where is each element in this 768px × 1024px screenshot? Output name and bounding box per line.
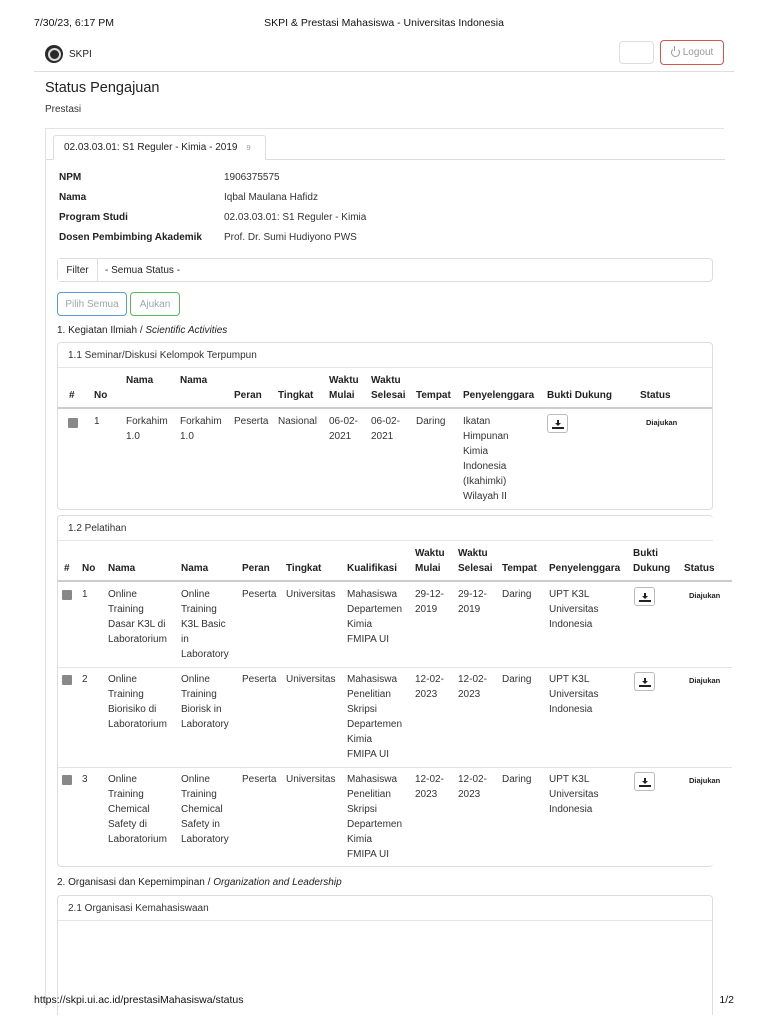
th-waktu-selesai-2: Selesai (458, 563, 493, 574)
cell-penyelenggara: UPT K3L Universitas Indonesia (549, 674, 599, 715)
th-bukti-2: Dukung (633, 563, 671, 574)
cell-tempat: Daring (502, 774, 532, 785)
section-title-text: 1. Kegiatan Ilmiah / (57, 325, 146, 336)
th-waktu-selesai-1: Waktu (458, 548, 488, 559)
tab-count: 9 (246, 143, 251, 152)
cell-nama-en: Online Training K3L Basic in Laboratory (181, 589, 229, 660)
cell-kualifikasi: Mahasiswa Penelitian Skripsi Departemen Kimia FMIPA UI (347, 674, 403, 760)
brand[interactable] (45, 45, 92, 63)
print-url: https://skpi.ui.ac.id/prestasiMahasiswa/status (34, 994, 244, 1006)
cell-waktu-selesai: 06-02- 2021 (371, 416, 400, 442)
th-status: Status (640, 390, 671, 401)
th-tempat: Tempat (416, 390, 451, 401)
cell-waktu-mulai: 06-02- 2021 (329, 416, 358, 442)
cell-penyelenggara: UPT K3L Universitas Indonesia (549, 774, 599, 815)
status-badge: Diajukan (689, 591, 721, 600)
cell-nama-en: Online Training Chemical Safety in Laboratory (181, 774, 229, 845)
cell-nama-en: Forkahim 1.0 (180, 416, 222, 442)
th-hash: # (64, 563, 70, 574)
table-header-divider (58, 407, 712, 409)
navbar (34, 38, 734, 72)
th-bukti-dukung: Bukti Dukung (547, 390, 612, 401)
cell-kualifikasi: Mahasiswa Departemen Kimia FMIPA UI (347, 589, 403, 645)
page-title: Status Pengajuan (45, 80, 160, 96)
th-waktu-mulai-1: Waktu (415, 548, 445, 559)
th-nama-en: Nama (181, 563, 209, 574)
th-nama: Nama (108, 563, 136, 574)
cell-tempat: Daring (502, 674, 532, 685)
section-title-organization (57, 877, 342, 888)
tab-label: 02.03.03.01: S1 Reguler - Kimia - 2019 (64, 142, 238, 153)
cell-penyelenggara: UPT K3L Universitas Indonesia (549, 589, 599, 630)
download-tray-icon (639, 785, 651, 787)
th-bukti-1: Bukti (633, 548, 658, 559)
dosen-label: Dosen Pembimbing Akademik (59, 232, 202, 243)
user-menu-button[interactable] (619, 41, 654, 64)
cell-no: 1 (94, 416, 100, 427)
download-button[interactable] (634, 772, 655, 791)
th-status: Status (684, 563, 715, 574)
download-icon (641, 778, 649, 786)
cell-no: 3 (82, 774, 88, 785)
section-title-en: Scientific Activities (145, 325, 228, 336)
cell-nama: Online Training Dasar K3L di Laboratorium (108, 589, 167, 645)
cell-waktu-mulai: 12-02- 2023 (415, 774, 444, 800)
row-checkbox[interactable] (68, 418, 78, 428)
status-badge: Diajukan (646, 418, 678, 427)
status-filter[interactable] (57, 258, 713, 282)
cell-nama: Online Training Biorisiko di Laboratorium (108, 674, 167, 730)
power-icon (671, 48, 680, 57)
cell-tingkat: Universitas (286, 774, 336, 785)
brand-label: SKPI (69, 48, 92, 60)
th-hash: # (69, 390, 75, 401)
npm-value: 1906375575 (224, 172, 280, 183)
cell-no: 2 (82, 674, 88, 685)
download-tray-icon (639, 600, 651, 602)
organisasi-title: 2.1 Organisasi Kemahasiswaan (58, 896, 712, 921)
cell-waktu-selesai: 12-02- 2023 (458, 674, 487, 700)
download-button[interactable] (634, 672, 655, 691)
dosen-value: Prof. Dr. Sumi Hudiyono PWS (224, 232, 357, 243)
th-peran: Peran (242, 563, 270, 574)
th-penyelenggara: Penyelenggara (549, 563, 621, 574)
status-badge: Diajukan (689, 676, 721, 685)
select-all-button[interactable]: Pilih Semua (57, 292, 127, 316)
cell-tingkat: Nasional (278, 416, 317, 427)
th-peran: Peran (234, 390, 262, 401)
cell-tingkat: Universitas (286, 589, 336, 600)
cell-waktu-mulai: 29-12- 2019 (415, 589, 444, 615)
logout-button[interactable] (660, 40, 724, 65)
submit-button[interactable]: Ajukan (130, 292, 180, 316)
section-title-text: 2. Organisasi dan Kepemimpinan / (57, 877, 214, 888)
prodi-label: Program Studi (59, 212, 128, 223)
section-title-en: Organization and Leadership (213, 877, 342, 888)
th-nama: Nama (126, 375, 154, 386)
cell-nama: Forkahim 1.0 (126, 416, 168, 442)
download-icon (641, 678, 649, 686)
row-checkbox[interactable] (62, 775, 72, 785)
th-no: No (94, 390, 108, 401)
th-tingkat: Tingkat (278, 390, 314, 401)
ui-logo-icon (45, 45, 63, 63)
cell-peran: Peserta (234, 416, 269, 427)
cell-nama: Online Training Chemical Safety di Laboratorium (108, 774, 167, 845)
cell-waktu-mulai: 12-02- 2023 (415, 674, 444, 700)
seminar-title: 1.1 Seminar/Diskusi Kelompok Terpumpun (58, 343, 712, 368)
cell-penyelenggara: Ikatan Himpunan Kimia Indonesia (Ikahimki) Wilayah II (463, 416, 509, 502)
row-checkbox[interactable] (62, 590, 72, 600)
th-waktu-mulai-2: Mulai (329, 390, 355, 401)
print-header (0, 17, 768, 31)
logout-label: Logout (682, 47, 714, 58)
download-icon (641, 593, 649, 601)
row-divider (58, 667, 732, 668)
section-title-scientific (57, 325, 227, 336)
print-datetime: 7/30/23, 6:17 PM (34, 17, 114, 29)
table-header-divider (58, 580, 732, 582)
cell-waktu-selesai: 12-02- 2023 (458, 774, 487, 800)
pelatihan-title: 1.2 Pelatihan (58, 516, 713, 541)
download-tray-icon (552, 427, 564, 429)
tab-program[interactable] (53, 135, 266, 160)
npm-label: NPM (59, 172, 82, 183)
nama-value: Iqbal Maulana Hafidz (224, 192, 318, 203)
cell-peran: Peserta (242, 774, 277, 785)
download-button[interactable] (634, 587, 655, 606)
cell-kualifikasi: Mahasiswa Penelitian Skripsi Departemen Kimia FMIPA UI (347, 774, 403, 860)
th-waktu-selesai-2: Selesai (371, 390, 406, 401)
cell-waktu-selesai: 29-12- 2019 (458, 589, 487, 615)
cell-no: 1 (82, 589, 88, 600)
download-icon (554, 420, 562, 428)
cell-tempat: Daring (416, 416, 446, 427)
cell-peran: Peserta (242, 589, 277, 600)
nama-label: Nama (59, 192, 87, 203)
status-badge: Diajukan (689, 776, 721, 785)
prodi-value: 02.03.03.01: S1 Reguler - Kimia (224, 212, 367, 223)
th-waktu-selesai-1: Waktu (371, 375, 401, 386)
cell-peran: Peserta (242, 674, 277, 685)
download-tray-icon (639, 685, 651, 687)
row-divider (58, 767, 732, 768)
page-subtitle: Prestasi (45, 104, 82, 115)
print-title: SKPI & Prestasi Mahasiswa - Universitas Indonesia (264, 17, 504, 29)
th-waktu-mulai-1: Waktu (329, 375, 359, 386)
th-tempat: Tempat (502, 563, 537, 574)
download-button[interactable] (547, 414, 568, 433)
cell-nama-en: Online Training Biorisk in Laboratory (181, 674, 229, 730)
print-page-number: 1/2 (719, 994, 734, 1006)
th-no: No (82, 563, 96, 574)
th-kualifikasi: Kualifikasi (347, 563, 398, 574)
th-waktu-mulai-2: Mulai (415, 563, 441, 574)
cell-tempat: Daring (502, 589, 532, 600)
th-nama-en: Nama (180, 375, 208, 386)
cell-tingkat: Universitas (286, 674, 336, 685)
th-penyelenggara: Penyelenggara (463, 390, 535, 401)
th-tingkat: Tingkat (286, 563, 322, 574)
row-checkbox[interactable] (62, 675, 72, 685)
filter-select[interactable]: - Semua Status - (105, 264, 181, 276)
filter-label: Filter (58, 259, 98, 281)
